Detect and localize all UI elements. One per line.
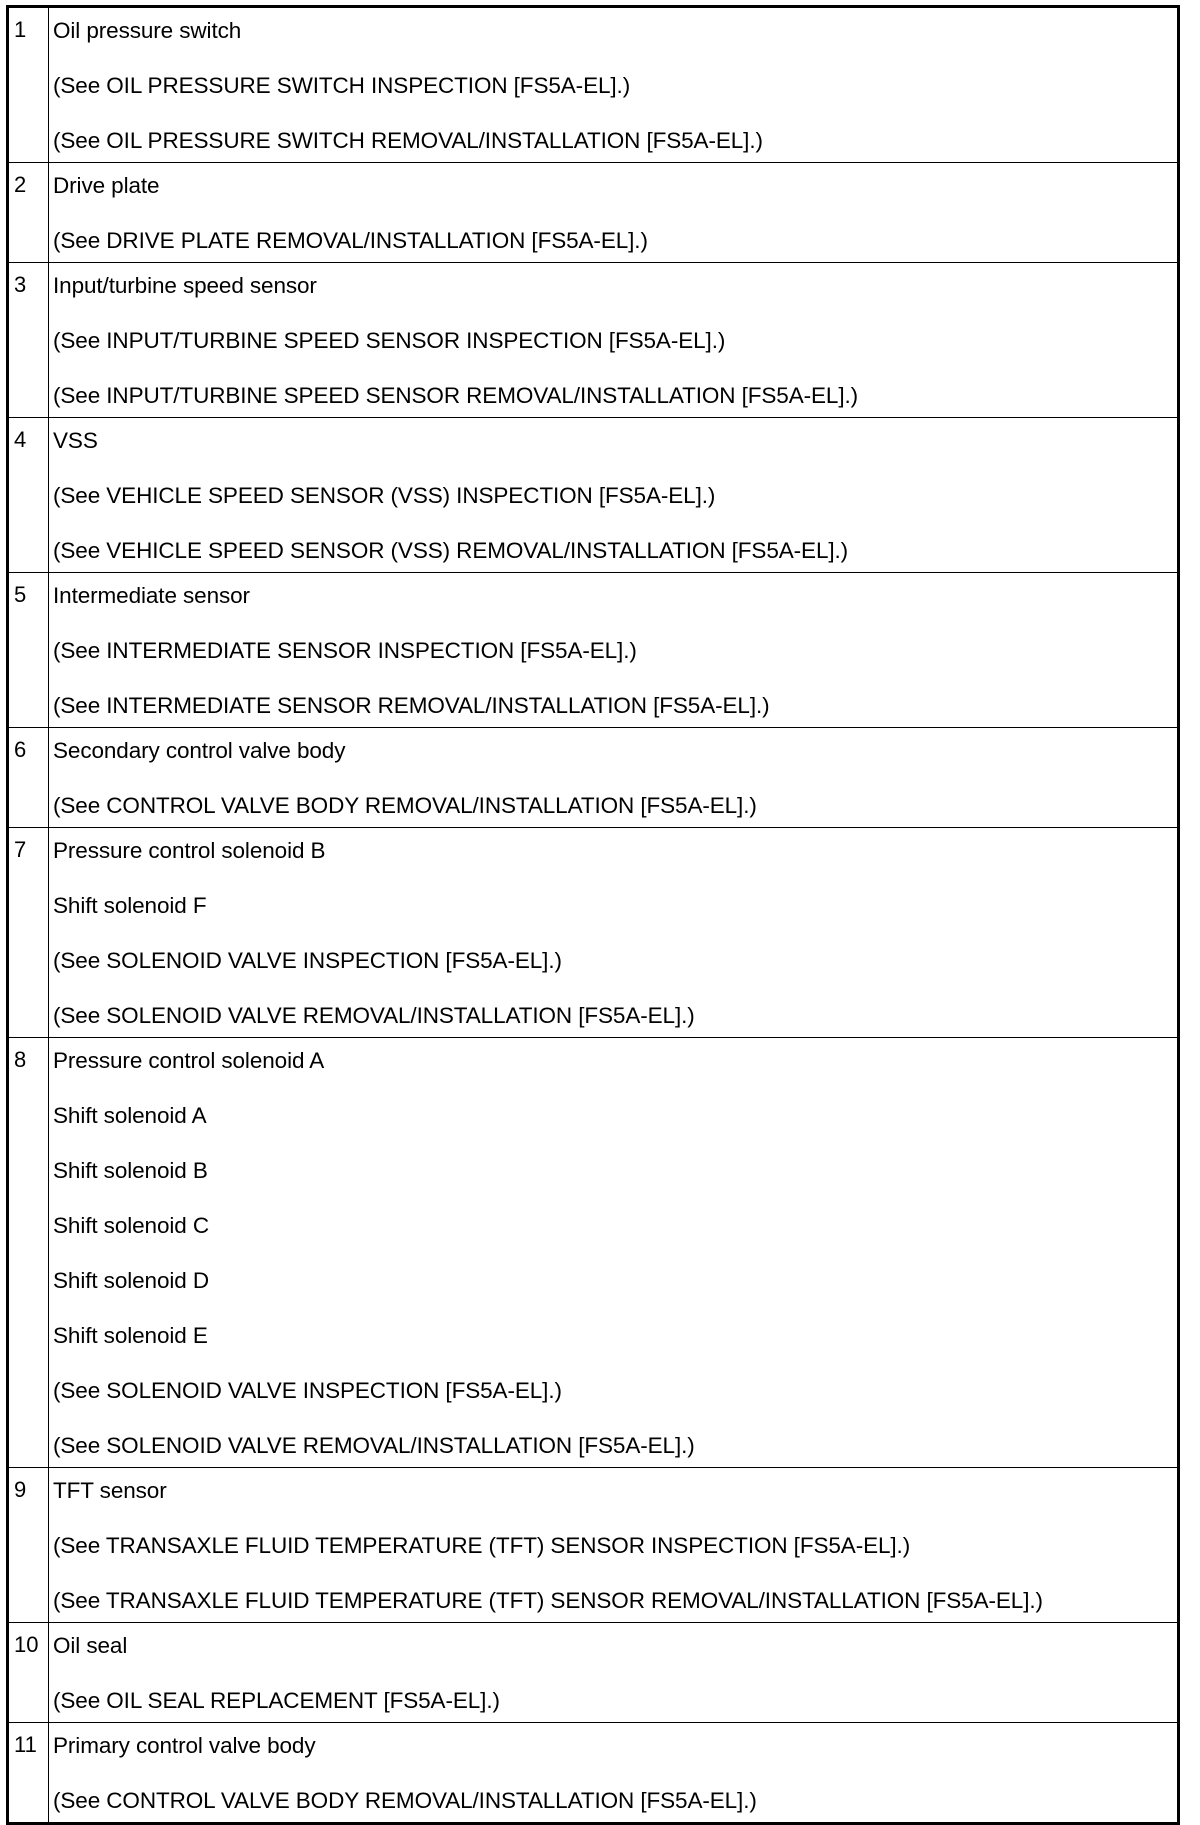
item-number: 10: [8, 1623, 49, 1723]
item-description: [49, 418, 1179, 573]
table-row: [8, 1623, 1179, 1723]
component-name: Shift solenoid D: [53, 1268, 209, 1293]
component-name: Shift solenoid F: [53, 893, 207, 918]
item-description: [49, 573, 1179, 728]
table-row: [8, 1723, 1179, 1824]
procedure-reference: (See CONTROL VALVE BODY REMOVAL/INSTALLATION [FS5A-EL].): [53, 793, 757, 818]
table-row: [8, 163, 1179, 263]
item-description: [49, 263, 1179, 418]
component-name: Secondary control valve body: [53, 738, 346, 763]
item-description: [49, 828, 1179, 1038]
table-row: [8, 7, 1179, 163]
component-name: TFT sensor: [53, 1478, 167, 1503]
component-name: Input/turbine speed sensor: [53, 273, 317, 298]
component-name: Pressure control solenoid A: [53, 1048, 325, 1073]
item-number: 11: [8, 1723, 49, 1824]
procedure-reference: (See SOLENOID VALVE REMOVAL/INSTALLATION [FS5A-EL].): [53, 1433, 695, 1458]
item-number: 1: [8, 7, 49, 163]
procedure-reference: (See OIL PRESSURE SWITCH REMOVAL/INSTALLATION [FS5A-EL].): [53, 128, 763, 153]
procedure-reference: (See TRANSAXLE FLUID TEMPERATURE (TFT) SENSOR INSPECTION [FS5A-EL].): [53, 1533, 911, 1558]
item-number: 5: [8, 573, 49, 728]
component-name: Shift solenoid A: [53, 1103, 207, 1128]
parts-table-body: [8, 7, 1179, 1824]
item-number: 6: [8, 728, 49, 828]
procedure-reference: (See INTERMEDIATE SENSOR INSPECTION [FS5A-EL].): [53, 638, 637, 663]
table-row: [8, 828, 1179, 1038]
table-row: [8, 1038, 1179, 1468]
item-number: 8: [8, 1038, 49, 1468]
item-description: [49, 1468, 1179, 1623]
item-number: 4: [8, 418, 49, 573]
parts-reference-table: [6, 5, 1180, 1825]
procedure-reference: (See SOLENOID VALVE INSPECTION [FS5A-EL].): [53, 1378, 562, 1403]
procedure-reference: (See OIL SEAL REPLACEMENT [FS5A-EL].): [53, 1688, 500, 1713]
procedure-reference: (See VEHICLE SPEED SENSOR (VSS) INSPECTION [FS5A-EL].): [53, 483, 716, 508]
procedure-reference: (See SOLENOID VALVE REMOVAL/INSTALLATION [FS5A-EL].): [53, 1003, 695, 1028]
table-row: [8, 418, 1179, 573]
procedure-reference: (See CONTROL VALVE BODY REMOVAL/INSTALLATION [FS5A-EL].): [53, 1788, 757, 1813]
item-description: [49, 728, 1179, 828]
component-name: VSS: [53, 428, 98, 453]
component-name: Shift solenoid B: [53, 1158, 208, 1183]
table-row: [8, 573, 1179, 728]
item-description: [49, 1623, 1179, 1723]
procedure-reference: (See INTERMEDIATE SENSOR REMOVAL/INSTALLATION [FS5A-EL].): [53, 693, 770, 718]
component-name: Pressure control solenoid B: [53, 838, 326, 863]
component-name: Primary control valve body: [53, 1733, 316, 1758]
procedure-reference: (See OIL PRESSURE SWITCH INSPECTION [FS5A-EL].): [53, 73, 631, 98]
procedure-reference: (See INPUT/TURBINE SPEED SENSOR INSPECTION [FS5A-EL].): [53, 328, 726, 353]
table-row: [8, 728, 1179, 828]
item-description: [49, 1038, 1179, 1468]
item-description: [49, 1723, 1179, 1824]
procedure-reference: (See DRIVE PLATE REMOVAL/INSTALLATION [FS5A-EL].): [53, 228, 648, 253]
item-number: 3: [8, 263, 49, 418]
component-name: Intermediate sensor: [53, 583, 250, 608]
table-row: [8, 1468, 1179, 1623]
item-description: [49, 7, 1179, 163]
procedure-reference: (See VEHICLE SPEED SENSOR (VSS) REMOVAL/INSTALLATION [FS5A-EL].): [53, 538, 849, 563]
component-name: Oil seal: [53, 1633, 128, 1658]
item-description: [49, 163, 1179, 263]
component-name: Drive plate: [53, 173, 160, 198]
item-number: 9: [8, 1468, 49, 1623]
component-name: Oil pressure switch: [53, 18, 242, 43]
item-number: 2: [8, 163, 49, 263]
component-name: Shift solenoid E: [53, 1323, 208, 1348]
procedure-reference: (See TRANSAXLE FLUID TEMPERATURE (TFT) SENSOR REMOVAL/INSTALLATION [FS5A-EL].): [53, 1588, 1043, 1613]
procedure-reference: (See SOLENOID VALVE INSPECTION [FS5A-EL].): [53, 948, 562, 973]
item-number: 7: [8, 828, 49, 1038]
table-row: [8, 263, 1179, 418]
procedure-reference: (See INPUT/TURBINE SPEED SENSOR REMOVAL/INSTALLATION [FS5A-EL].): [53, 383, 859, 408]
component-name: Shift solenoid C: [53, 1213, 209, 1238]
